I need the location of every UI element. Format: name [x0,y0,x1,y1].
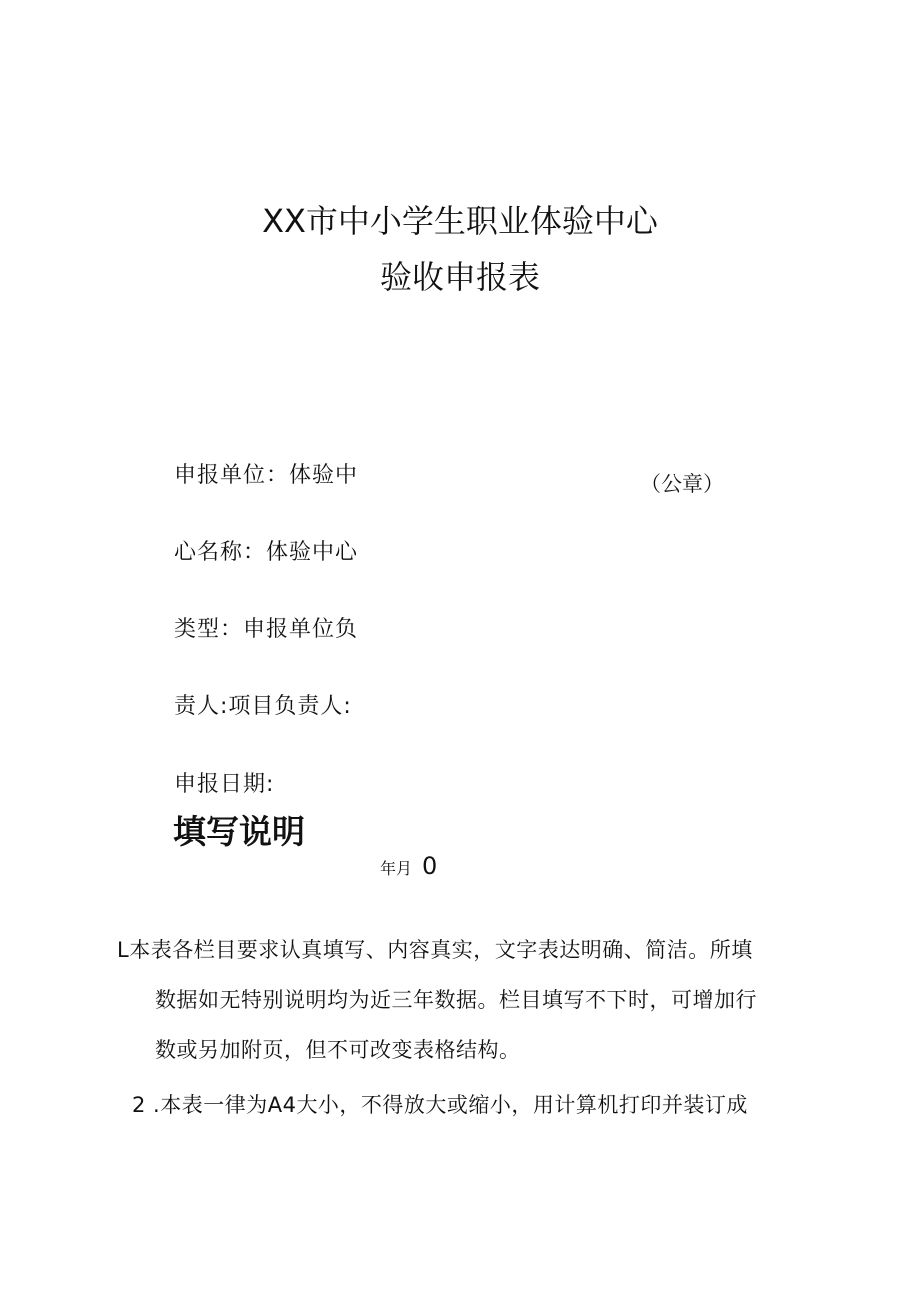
date-zero: 0 [422,852,438,880]
document-title-line-2: 验收申报表 [379,258,540,296]
cover-field-line-5: 申报日期: [174,772,275,797]
date-text: 年月 [380,859,413,878]
instruction-item-1-line-2: 数据如无特别说明均为近三年数据。栏目填写不下时，可增加行 [155,988,757,1012]
instruction-item-1-line-1: L本表各栏目要求认真填写、内容真实，文字表达明确、简洁。所填 [117,938,753,962]
instruction-item-1-line-3: 数或另加附页，但不可改变表格结构。 [155,1038,521,1062]
cover-field-line-1: 申报单位：体验中 [174,463,359,488]
seal-label: （公章） [640,472,724,496]
cover-field-line-4: 责人:项目负责人: [174,694,352,719]
cover-field-line-2: 心名称：体验中心 [174,540,359,565]
date-row [380,852,437,880]
instructions-heading: 填写说明 [173,812,305,851]
instruction-item-2-line-1: 2 .本表一律为A4大小，不得放大或缩小，用计算机打印并装订成 [132,1093,748,1117]
document-title-line-1: XX市中小学生职业体验中心 [262,202,658,240]
cover-field-line-3: 类型：申报单位负 [174,617,359,642]
